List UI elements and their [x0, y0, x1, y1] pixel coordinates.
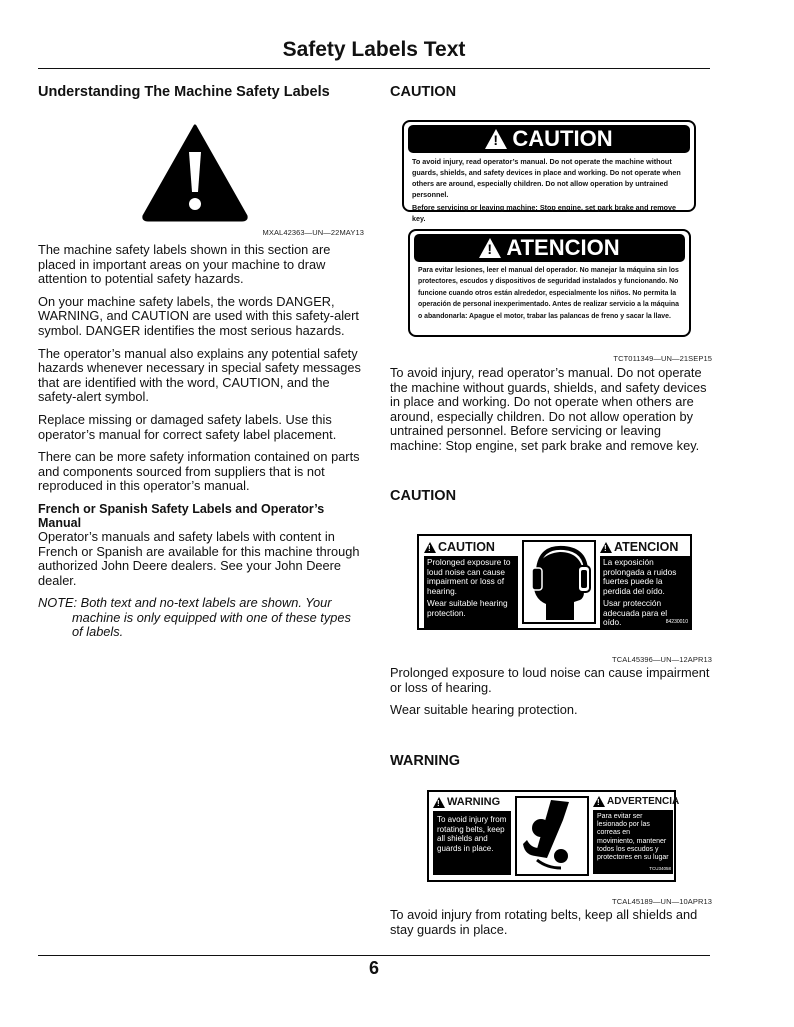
warning-triangle-icon	[485, 129, 507, 149]
atencion-label-text: Para evitar lesiones, leer el manual del operador. No manejar la máquina sin los protectores, escudos y dispositivos de seguridad instalados y funcionando. No funcione cuando otros están alrededor, especialmente los niños. No permita la operación de personal inexperimentado. Antes de realizar servicio a la máquina o abandonarla: Apague el motor, trabar las palancas de freno y sacar la llave.	[418, 267, 679, 320]
ear-protection-icon	[524, 542, 594, 626]
hearing-protection-pictogram	[522, 540, 596, 624]
bottom-divider	[38, 955, 710, 956]
warning-triangle-icon	[433, 797, 445, 808]
symbol-caption: MXAL42363—UN—22MAY13	[262, 228, 364, 237]
hearing-label-title-es: ATENCION	[614, 540, 679, 554]
hearing-label-text-en-2: Wear suitable hearing protection.	[427, 598, 508, 618]
page-number: 6	[368, 958, 379, 978]
caution-2-caption: TCAL45396—UN—12APR13	[612, 655, 712, 664]
top-divider	[38, 68, 710, 69]
warning-belt-label	[427, 790, 680, 882]
rotating-belt-icon	[517, 798, 587, 878]
page-title: Safety Labels Text	[282, 38, 466, 61]
subheading-french-spanish: French or Spanish Safety Labels and Operator’s Manual	[38, 501, 325, 530]
paragraph-2: On your machine safety labels, the words DANGER, WARNING, and CAUTION are used with this safety-alert symbol. DANGER identifies the most serious hazards.	[38, 293, 359, 338]
caution-label-text-2: Before servicing or leaving machine: Stop engine, set park brake and remove key.	[412, 203, 677, 223]
hearing-caution-label	[417, 534, 692, 630]
hearing-label-title-en: CAUTION	[438, 540, 495, 554]
safety-alert-symbol-icon	[140, 122, 250, 222]
paragraph-4: Replace missing or damaged safety labels. Use this operator’s manual for correct safety label placement.	[38, 411, 337, 442]
paragraph-french-spanish: Operator’s manuals and safety labels with content in French or Spanish are available for this machine through authorized John Deere dealers. See your John Deere dealer.	[38, 528, 360, 588]
caution-2-text-2: Wear suitable hearing protection.	[390, 702, 578, 717]
caution-label-title: CAUTION	[512, 126, 613, 151]
section-heading-warning: WARNING	[390, 753, 461, 769]
caution-1-caption: TCT011349—UN—21SEP15	[613, 354, 712, 363]
warning-text: To avoid injury from rotating belts, keep all shields and stay guards in place.	[390, 907, 698, 937]
warning-label-text-es: Para evitar ser lesionado por las correas en movimiento, mantener todos los escudos y protectores en su lugar	[597, 813, 669, 862]
caution-1-text: To avoid injury, read operator’s manual. Do not operate the machine without guards, shields, and safety devices in place and working. Do not operate when others are around, especially children. Do not allow operation by untrained personnel. Before servicing or leaving machine: Stop engine, set park brake and remove key.	[390, 365, 707, 453]
note: NOTE: Both text and no-text labels are shown. Your machine is only equipped with one of these types of labels.	[38, 595, 351, 640]
paragraph-3: The operator’s manual also explains any potential safety hazards whenever necessary in special safety messages that are identified with the word, CAUTION, and the safety-alert symbol.	[38, 345, 361, 405]
warning-triangle-icon	[600, 542, 612, 553]
atencion-label-title: ATENCION	[506, 235, 620, 260]
paragraph-5: There can be more safety information contained on parts and components sourced from suppliers that is not reproduced in this operator’s manual.	[38, 449, 360, 494]
warning-triangle-icon	[593, 796, 605, 807]
warning-caption: TCAL45189—UN—10APR13	[612, 897, 712, 906]
caution-2-text-1: Prolonged exposure to loud noise can cause impairment or loss of hearing.	[390, 665, 710, 695]
section-heading-understanding: Understanding The Machine Safety Labels	[38, 84, 330, 100]
section-heading-caution-1: CAUTION	[390, 84, 457, 100]
warning-label-title-en: WARNING	[447, 796, 501, 808]
hearing-label-code: 84230010	[665, 618, 688, 625]
rotating-belt-pictogram	[515, 796, 589, 876]
caution-label-text: To avoid injury, read operator’s manual. Do not operate the machine without guards, shields, and safety devices in place and working. Do not operate when others are around, especially children. Do not allow operation by untrained personnel.	[412, 157, 681, 199]
paragraph-1: The machine safety labels shown in this section are placed in important areas on your machine to draw attention to potential safety hazards.	[38, 242, 331, 287]
hearing-label-text-en-1: Prolonged exposure to loud noise can cause impairment or loss of hearing.	[427, 557, 511, 596]
warning-triangle-icon	[424, 542, 436, 553]
hearing-label-text-es-1: La exposición prolongada a ruidos fuertes puede la perdida del oído.	[603, 557, 677, 596]
warning-label-title-es: ADVERTENCIA	[607, 796, 680, 807]
warning-label-text-en: To avoid injury from rotating belts, keep all shields and guards in place.	[433, 811, 511, 875]
warning-triangle-icon	[479, 238, 501, 258]
left-column	[38, 84, 364, 640]
section-heading-caution-2: CAUTION	[390, 488, 457, 504]
caution-label-english	[402, 120, 696, 223]
caution-label-spanish	[408, 229, 691, 337]
warning-label-code: TCU34058	[649, 865, 671, 871]
hearing-label-text-es-2: Usar protección adecuada para el oído.	[603, 598, 668, 627]
